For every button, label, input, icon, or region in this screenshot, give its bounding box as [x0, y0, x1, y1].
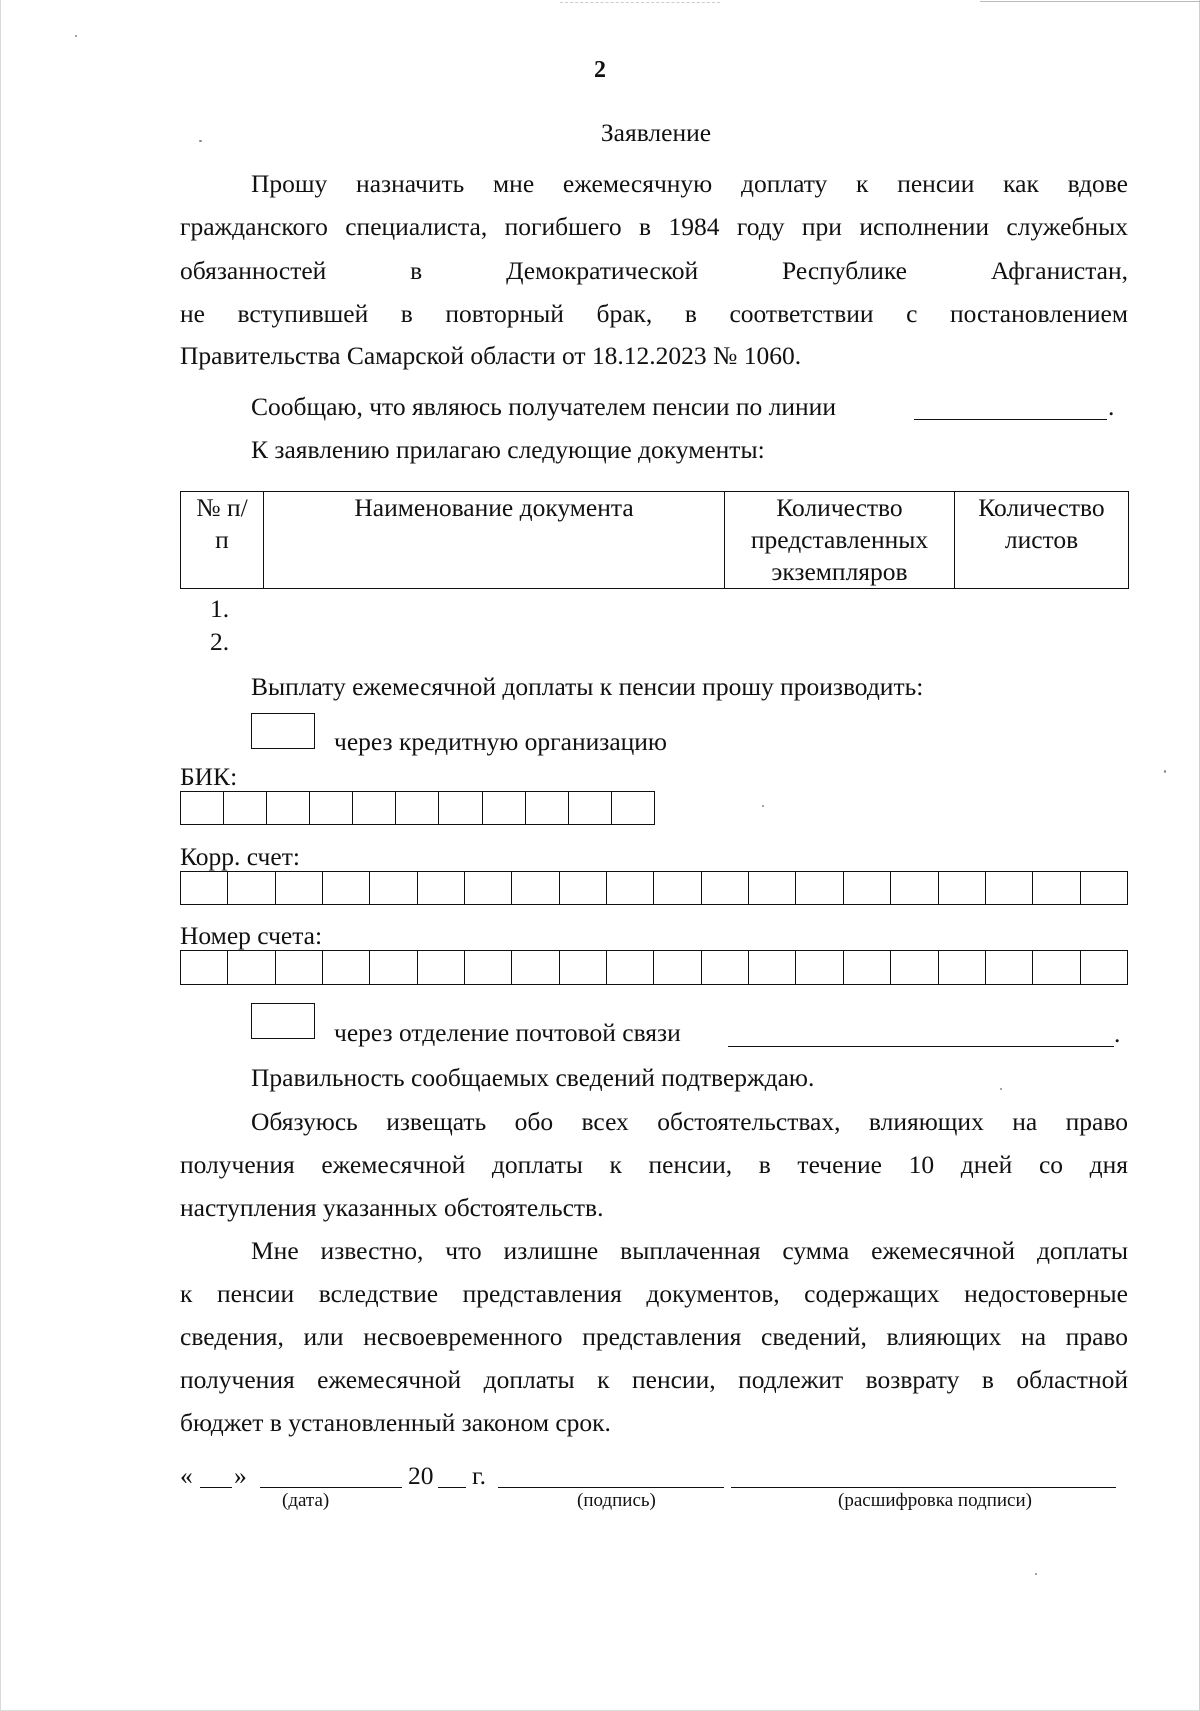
scan-speck	[1035, 1573, 1037, 1575]
digit-cell[interactable]	[396, 792, 439, 824]
attachments-line: К заявлению прилагаю следующие документы:	[251, 435, 765, 464]
date-quote-open: «	[180, 1461, 193, 1490]
digit-cell[interactable]	[796, 872, 843, 904]
month-blank[interactable]	[260, 1487, 402, 1488]
payment-line: Выплату ежемесячной доплаты к пенсии прошу производить:	[251, 672, 924, 701]
digit-cell[interactable]	[654, 872, 701, 904]
credit-option-label: через кредитную организацию	[334, 727, 667, 756]
digit-cell[interactable]	[749, 951, 796, 984]
header-sheets-count: Количество листов	[955, 492, 1129, 589]
digit-cell[interactable]	[986, 872, 1033, 904]
table-header-row	[181, 492, 1129, 589]
digit-cell[interactable]	[560, 951, 607, 984]
digit-cell[interactable]	[844, 872, 891, 904]
digit-cell[interactable]	[939, 951, 986, 984]
paragraph-line: Правительства Самарской области от 18.12.2023 № 1060.	[180, 341, 802, 370]
scan-speck	[199, 140, 202, 142]
digit-cell[interactable]	[986, 951, 1033, 984]
digit-cell[interactable]	[276, 872, 323, 904]
header-copies-count: Количество представленных экземпляров	[725, 492, 955, 589]
scan-speck	[1000, 1088, 1002, 1090]
digit-cell[interactable]	[465, 951, 512, 984]
digit-cell[interactable]	[654, 951, 701, 984]
digit-cell[interactable]	[1033, 951, 1080, 984]
paragraph-line: бюджет в установленный законом срок.	[180, 1408, 611, 1437]
digit-cell[interactable]	[267, 792, 310, 824]
digit-cell[interactable]	[310, 792, 353, 824]
digit-cell[interactable]	[370, 951, 417, 984]
digit-cell[interactable]	[749, 872, 796, 904]
paragraph-line: Мне известно, что излишне выплаченная сумма ежемесячной доплаты	[251, 1236, 1128, 1265]
scan-speck	[75, 35, 77, 37]
digit-cell[interactable]	[181, 872, 228, 904]
account-label: Номер счета:	[180, 921, 323, 950]
confirmation-line: Правильность сообщаемых сведений подтверждаю.	[251, 1063, 815, 1092]
digit-cell[interactable]	[228, 951, 275, 984]
header-document-name: Наименование документа	[264, 492, 725, 589]
page-edge	[0, 0, 1200, 6]
page-number: 2	[594, 57, 606, 83]
pension-line: Сообщаю, что являюсь получателем пенсии по линии	[251, 392, 836, 421]
digit-cell[interactable]	[612, 792, 655, 824]
digit-cell[interactable]	[418, 951, 465, 984]
digit-cell[interactable]	[607, 872, 654, 904]
digit-cell[interactable]	[1081, 951, 1128, 984]
digit-cell[interactable]	[512, 872, 559, 904]
paragraph-line: обязанностей в Демократической Республике Афганистан,	[180, 256, 1128, 285]
digit-cell[interactable]	[483, 792, 526, 824]
date-quote-close: »	[234, 1461, 247, 1490]
digit-cell[interactable]	[224, 792, 267, 824]
paragraph-line: Обязуюсь извещать обо всех обстоятельствах, влияющих на право	[251, 1107, 1128, 1136]
digit-cell[interactable]	[370, 872, 417, 904]
scan-speck	[1164, 770, 1166, 773]
digit-cell[interactable]	[939, 872, 986, 904]
digit-cell[interactable]	[323, 872, 370, 904]
digit-cell[interactable]	[796, 951, 843, 984]
scan-speck	[762, 805, 764, 807]
decoding-caption: (расшифровка подписи)	[838, 1490, 1032, 1511]
day-blank[interactable]	[200, 1487, 232, 1488]
digit-cell[interactable]	[844, 951, 891, 984]
paragraph-line: сведения, или несвоевременного представления сведений, влияющих на право	[180, 1322, 1128, 1351]
digit-cell[interactable]	[560, 872, 607, 904]
signature-caption: (подпись)	[577, 1490, 656, 1511]
paragraph-line: к пенсии вследствие представления документов, содержащих недостоверные	[180, 1279, 1128, 1308]
digit-cell[interactable]	[276, 951, 323, 984]
digit-cell[interactable]	[439, 792, 482, 824]
digit-cell[interactable]	[323, 951, 370, 984]
paragraph-line: наступления указанных обстоятельств.	[180, 1193, 604, 1222]
page-edge	[0, 0, 1, 1711]
digit-cell[interactable]	[607, 951, 654, 984]
documents-table	[180, 491, 1129, 589]
table-row-number: 2.	[210, 627, 230, 656]
paragraph-line: гражданского специалиста, погибшего в 1984 году при исполнении служебных	[180, 212, 1128, 241]
header-number: № п/п	[181, 492, 264, 589]
account-number-input[interactable]	[180, 950, 1128, 985]
year-prefix: 20	[408, 1461, 434, 1490]
korr-label: Корр. счет:	[180, 842, 300, 871]
digit-cell[interactable]	[512, 951, 559, 984]
korr-account-input[interactable]	[180, 871, 1128, 905]
digit-cell[interactable]	[1081, 872, 1128, 904]
digit-cell[interactable]	[891, 872, 938, 904]
bik-input[interactable]	[180, 791, 655, 825]
paragraph-line: Прошу назначить мне ежемесячную доплату к пенсии как вдове	[251, 169, 1128, 198]
signature-decoding-blank[interactable]	[731, 1487, 1116, 1488]
digit-cell[interactable]	[353, 792, 396, 824]
post-office-blank[interactable]	[728, 1046, 1114, 1047]
digit-cell[interactable]	[702, 951, 749, 984]
digit-cell[interactable]	[526, 792, 569, 824]
post-option-label: через отделение почтовой связи	[334, 1018, 681, 1047]
date-caption: (дата)	[282, 1490, 330, 1511]
digit-cell[interactable]	[1033, 872, 1080, 904]
paragraph-line: получения ежемесячной доплаты к пенсии, подлежит возврату в областной	[180, 1365, 1128, 1394]
year-suffix: г.	[472, 1461, 486, 1490]
pension-end: .	[1108, 392, 1115, 421]
credit-option-checkbox[interactable]	[251, 713, 315, 749]
document-title: Заявление	[600, 118, 712, 147]
year-blank[interactable]	[438, 1487, 466, 1488]
digit-cell[interactable]	[891, 951, 938, 984]
digit-cell[interactable]	[418, 872, 465, 904]
digit-cell[interactable]	[569, 792, 612, 824]
digit-cell[interactable]	[465, 872, 512, 904]
digit-cell[interactable]	[181, 951, 228, 984]
table-row-number: 1.	[210, 594, 230, 623]
paragraph-line: получения ежемесячной доплаты к пенсии, в течение 10 дней со дня	[180, 1150, 1128, 1179]
paragraph-line: не вступившей в повторный брак, в соответствии с постановлением	[180, 299, 1128, 328]
pension-blank[interactable]	[914, 419, 1107, 420]
signature-blank[interactable]	[498, 1487, 724, 1488]
digit-cell[interactable]	[228, 872, 275, 904]
post-option-checkbox[interactable]	[251, 1003, 315, 1039]
post-end: .	[1114, 1019, 1121, 1048]
digit-cell[interactable]	[702, 872, 749, 904]
digit-cell[interactable]	[181, 792, 224, 824]
bik-label: БИК:	[180, 762, 238, 791]
